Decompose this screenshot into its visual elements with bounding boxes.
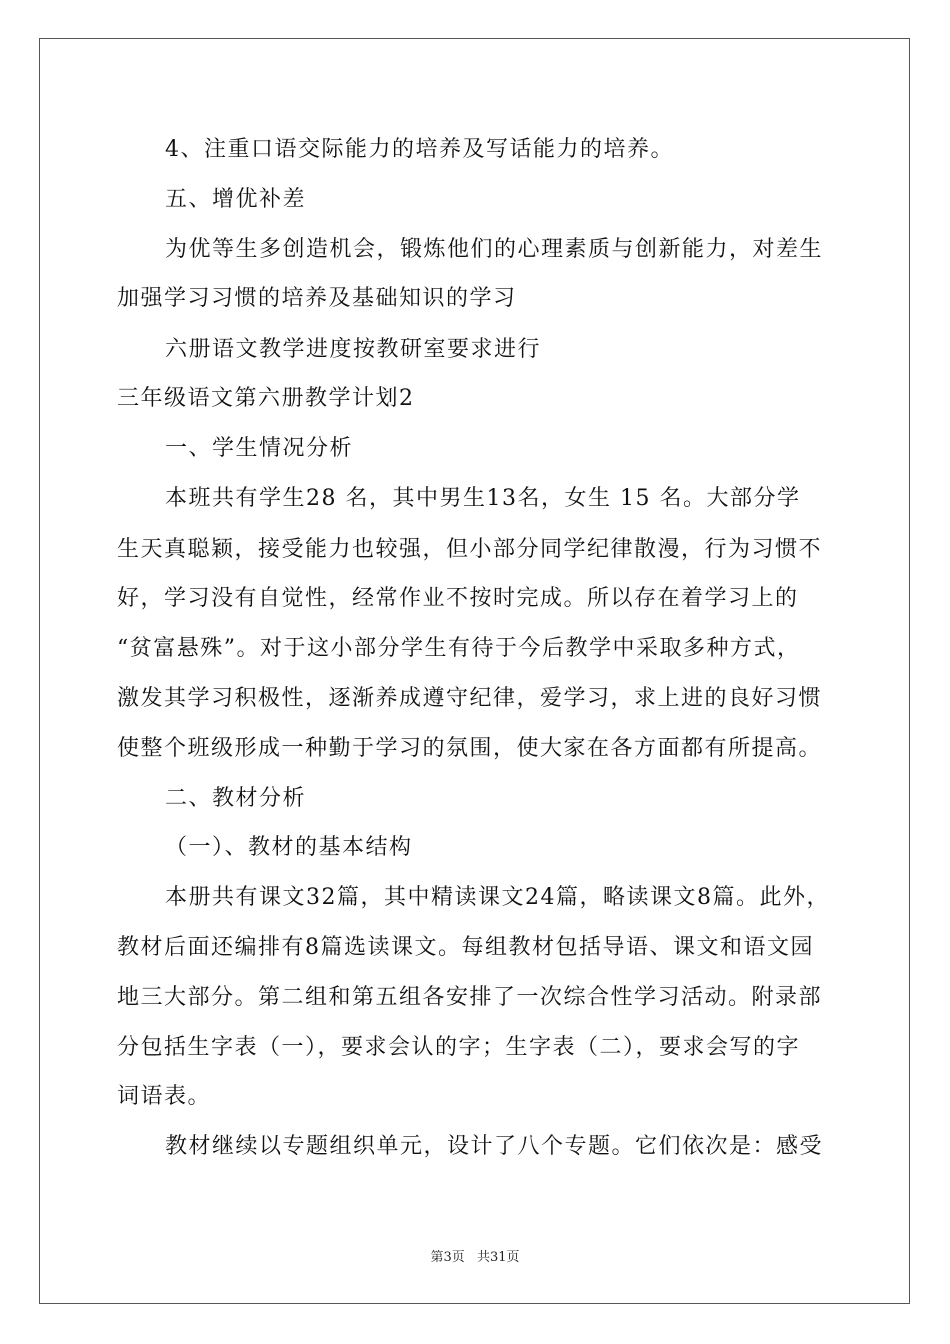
document-title: 三年级语文第六册教学计划2: [117, 386, 415, 411]
section-heading: 二、教材分析: [165, 786, 307, 811]
page-total: 共31页: [476, 1250, 520, 1265]
subsection-heading: （一）、教材的基本结构: [165, 835, 413, 860]
text-line: 生天真聪颖，接受能力也较强，但小部分同学纪律散漫，行为习惯不: [117, 537, 823, 562]
text-line: 好，学习没有自觉性，经常作业不按时完成。所以存在着学习上的: [117, 586, 799, 611]
text-line: 地三大部分。第二组和第五组各安排了一次综合性学习活动。附录部: [117, 985, 823, 1010]
text-line: 教材后面还编排有8篇选读课文。每组教材包括导语、课文和语文园: [117, 935, 814, 960]
page-number: 第3页: [430, 1250, 465, 1265]
text-line: 4、注重口语交际能力的培养及写话能力的培养。: [165, 137, 674, 162]
text-line: 六册语文教学进度按教研室要求进行: [165, 337, 542, 362]
text-line: 使整个班级形成一种勤于学习的氛围，使大家在各方面都有所提高。: [117, 736, 823, 761]
text-line: 本册共有课文32篇，其中精读课文24篇，略读课文8篇。此外，: [165, 885, 830, 910]
text-line: 为优等生多创造机会，锻炼他们的心理素质与创新能力，对差生: [165, 237, 824, 262]
text-line: “贫富悬殊”。对于这小部分学生有待于今后教学中采取多种方式，: [117, 636, 801, 661]
section-heading: 一、学生情况分析: [165, 436, 354, 461]
section-heading: 五、增优补差: [165, 187, 307, 212]
text-line: 本班共有学生28 名，其中男生13名，女生 15 名。大部分学: [165, 486, 801, 511]
page-border: [39, 38, 910, 1304]
text-line: 分包括生字表（一），要求会认的字；生字表（二），要求会写的字: [117, 1035, 801, 1060]
text-line: 词语表。: [117, 1084, 212, 1109]
text-line: 激发其学习积极性，逐渐养成遵守纪律，爱学习，求上进的良好习惯: [117, 686, 823, 711]
text-line: 教材继续以专题组织单元，设计了八个专题。它们依次是：感受: [165, 1134, 824, 1159]
page-footer: [0, 1249, 950, 1267]
text-line: 加强学习习惯的培养及基础知识的学习: [117, 286, 517, 311]
